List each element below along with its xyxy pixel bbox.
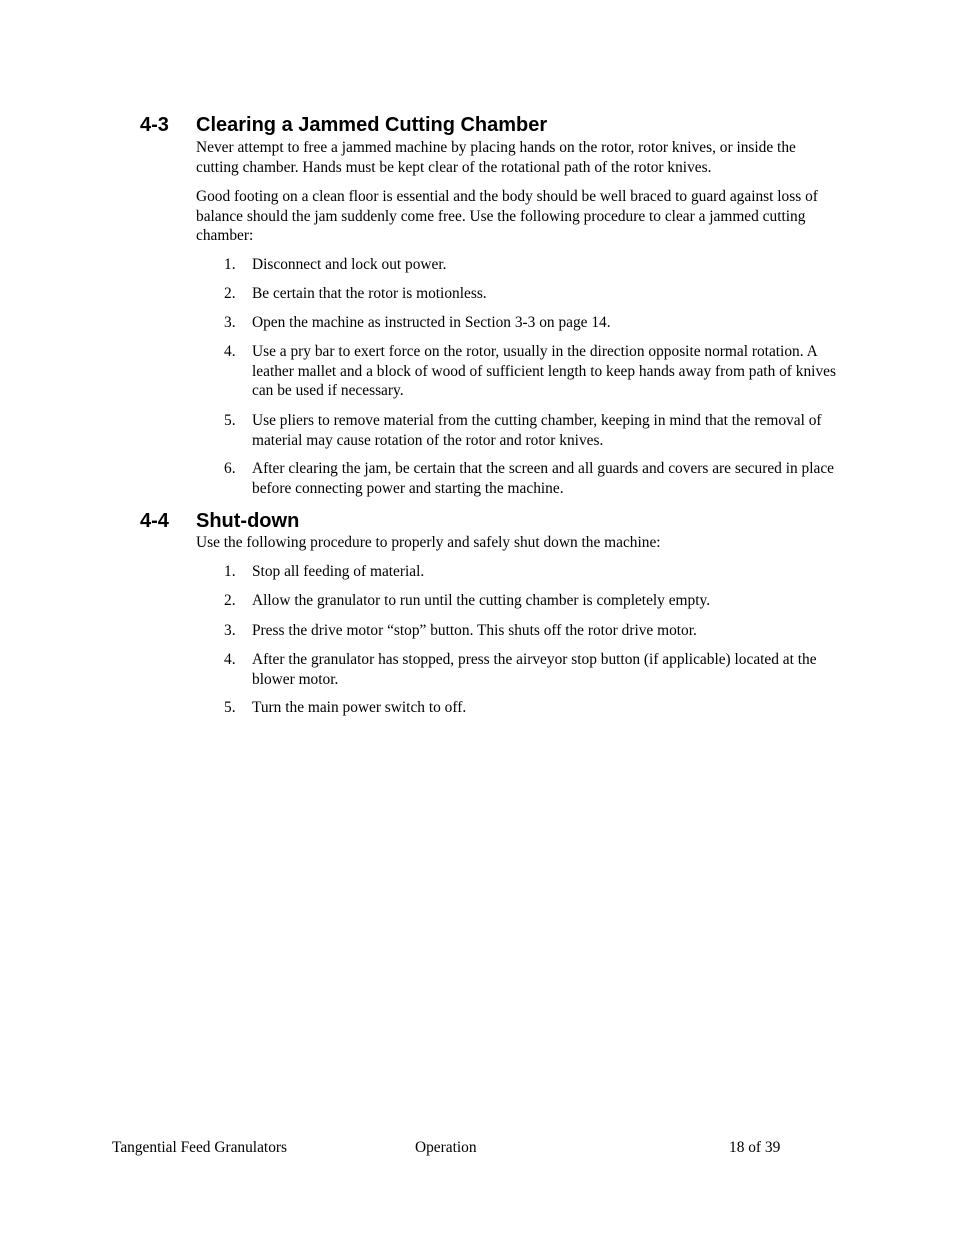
list-item-text: Press the drive motor “stop” button. This shuts off the rotor drive motor. bbox=[252, 622, 697, 639]
footer-document-title: Tangential Feed Granulators bbox=[112, 1139, 288, 1156]
list-item-text: Use a pry bar to exert force on the rotor, usually in the direction opposite normal rotation. A leather mallet and a block of wood of sufficient length to keep hands away from path of knives can be used if necessary. bbox=[252, 343, 836, 400]
list-item bbox=[224, 562, 836, 582]
list-item bbox=[224, 591, 836, 611]
list-marker: 5. bbox=[224, 412, 236, 429]
list-item bbox=[224, 459, 836, 498]
list-item-text: Be certain that the rotor is motionless. bbox=[252, 285, 487, 302]
list-item bbox=[224, 342, 836, 401]
section-number: 4-4 bbox=[140, 510, 169, 532]
list-item-text: Stop all feeding of material. bbox=[252, 563, 425, 580]
list-item-text: Open the machine as instructed in Section 3-3 on page 14. bbox=[252, 314, 611, 331]
footer-page-number: 18 of 39 bbox=[729, 1139, 781, 1156]
paragraph: Never attempt to free a jammed machine by placing hands on the rotor, rotor knives, or inside the cutting chamber. Hands must be kept clear of the rotational path of the rotor knives. bbox=[196, 139, 796, 176]
list-item bbox=[224, 255, 836, 275]
list-marker: 5. bbox=[224, 699, 236, 716]
list-item-text: Turn the main power switch to off. bbox=[252, 699, 467, 716]
list-item-text: After the granulator has stopped, press the airveyor stop button (if applicable) located at the blower motor. bbox=[252, 651, 817, 688]
list-item bbox=[224, 650, 836, 689]
list-marker: 1. bbox=[224, 256, 236, 273]
list-item-text: Allow the granulator to run until the cutting chamber is completely empty. bbox=[252, 592, 711, 609]
list-item bbox=[224, 284, 836, 304]
list-item-text: Use pliers to remove material from the cutting chamber, keeping in mind that the removal of material may cause rotation of the rotor and rotor knives. bbox=[252, 412, 822, 449]
list-marker: 4. bbox=[224, 651, 236, 668]
list-marker: 2. bbox=[224, 285, 236, 302]
list-marker: 6. bbox=[224, 460, 236, 477]
paragraph: Use the following procedure to properly and safely shut down the machine: bbox=[196, 534, 661, 551]
footer-chapter: Operation bbox=[415, 1139, 477, 1156]
paragraph: Good footing on a clean floor is essential and the body should be well braced to guard against loss of balance should the jam suddenly come free. Use the following procedure to clear a jammed cutting chamber: bbox=[196, 188, 818, 245]
list-item bbox=[224, 313, 836, 333]
section-heading bbox=[140, 509, 299, 533]
section-title: Clearing a Jammed Cutting Chamber bbox=[196, 114, 548, 136]
list-item bbox=[224, 411, 836, 450]
list-item bbox=[224, 621, 836, 641]
list-marker: 4. bbox=[224, 343, 236, 360]
list-item-text: Disconnect and lock out power. bbox=[252, 256, 447, 273]
list-marker: 3. bbox=[224, 314, 236, 331]
section-title: Shut-down bbox=[196, 510, 300, 532]
section-heading bbox=[140, 113, 547, 137]
list-item-text: After clearing the jam, be certain that the screen and all guards and covers are secured in place before connecting power and starting the machine. bbox=[252, 460, 834, 497]
list-marker: 3. bbox=[224, 622, 236, 639]
section-number: 4-3 bbox=[140, 114, 169, 136]
list-marker: 2. bbox=[224, 592, 236, 609]
list-marker: 1. bbox=[224, 563, 236, 580]
list-item bbox=[224, 698, 836, 718]
